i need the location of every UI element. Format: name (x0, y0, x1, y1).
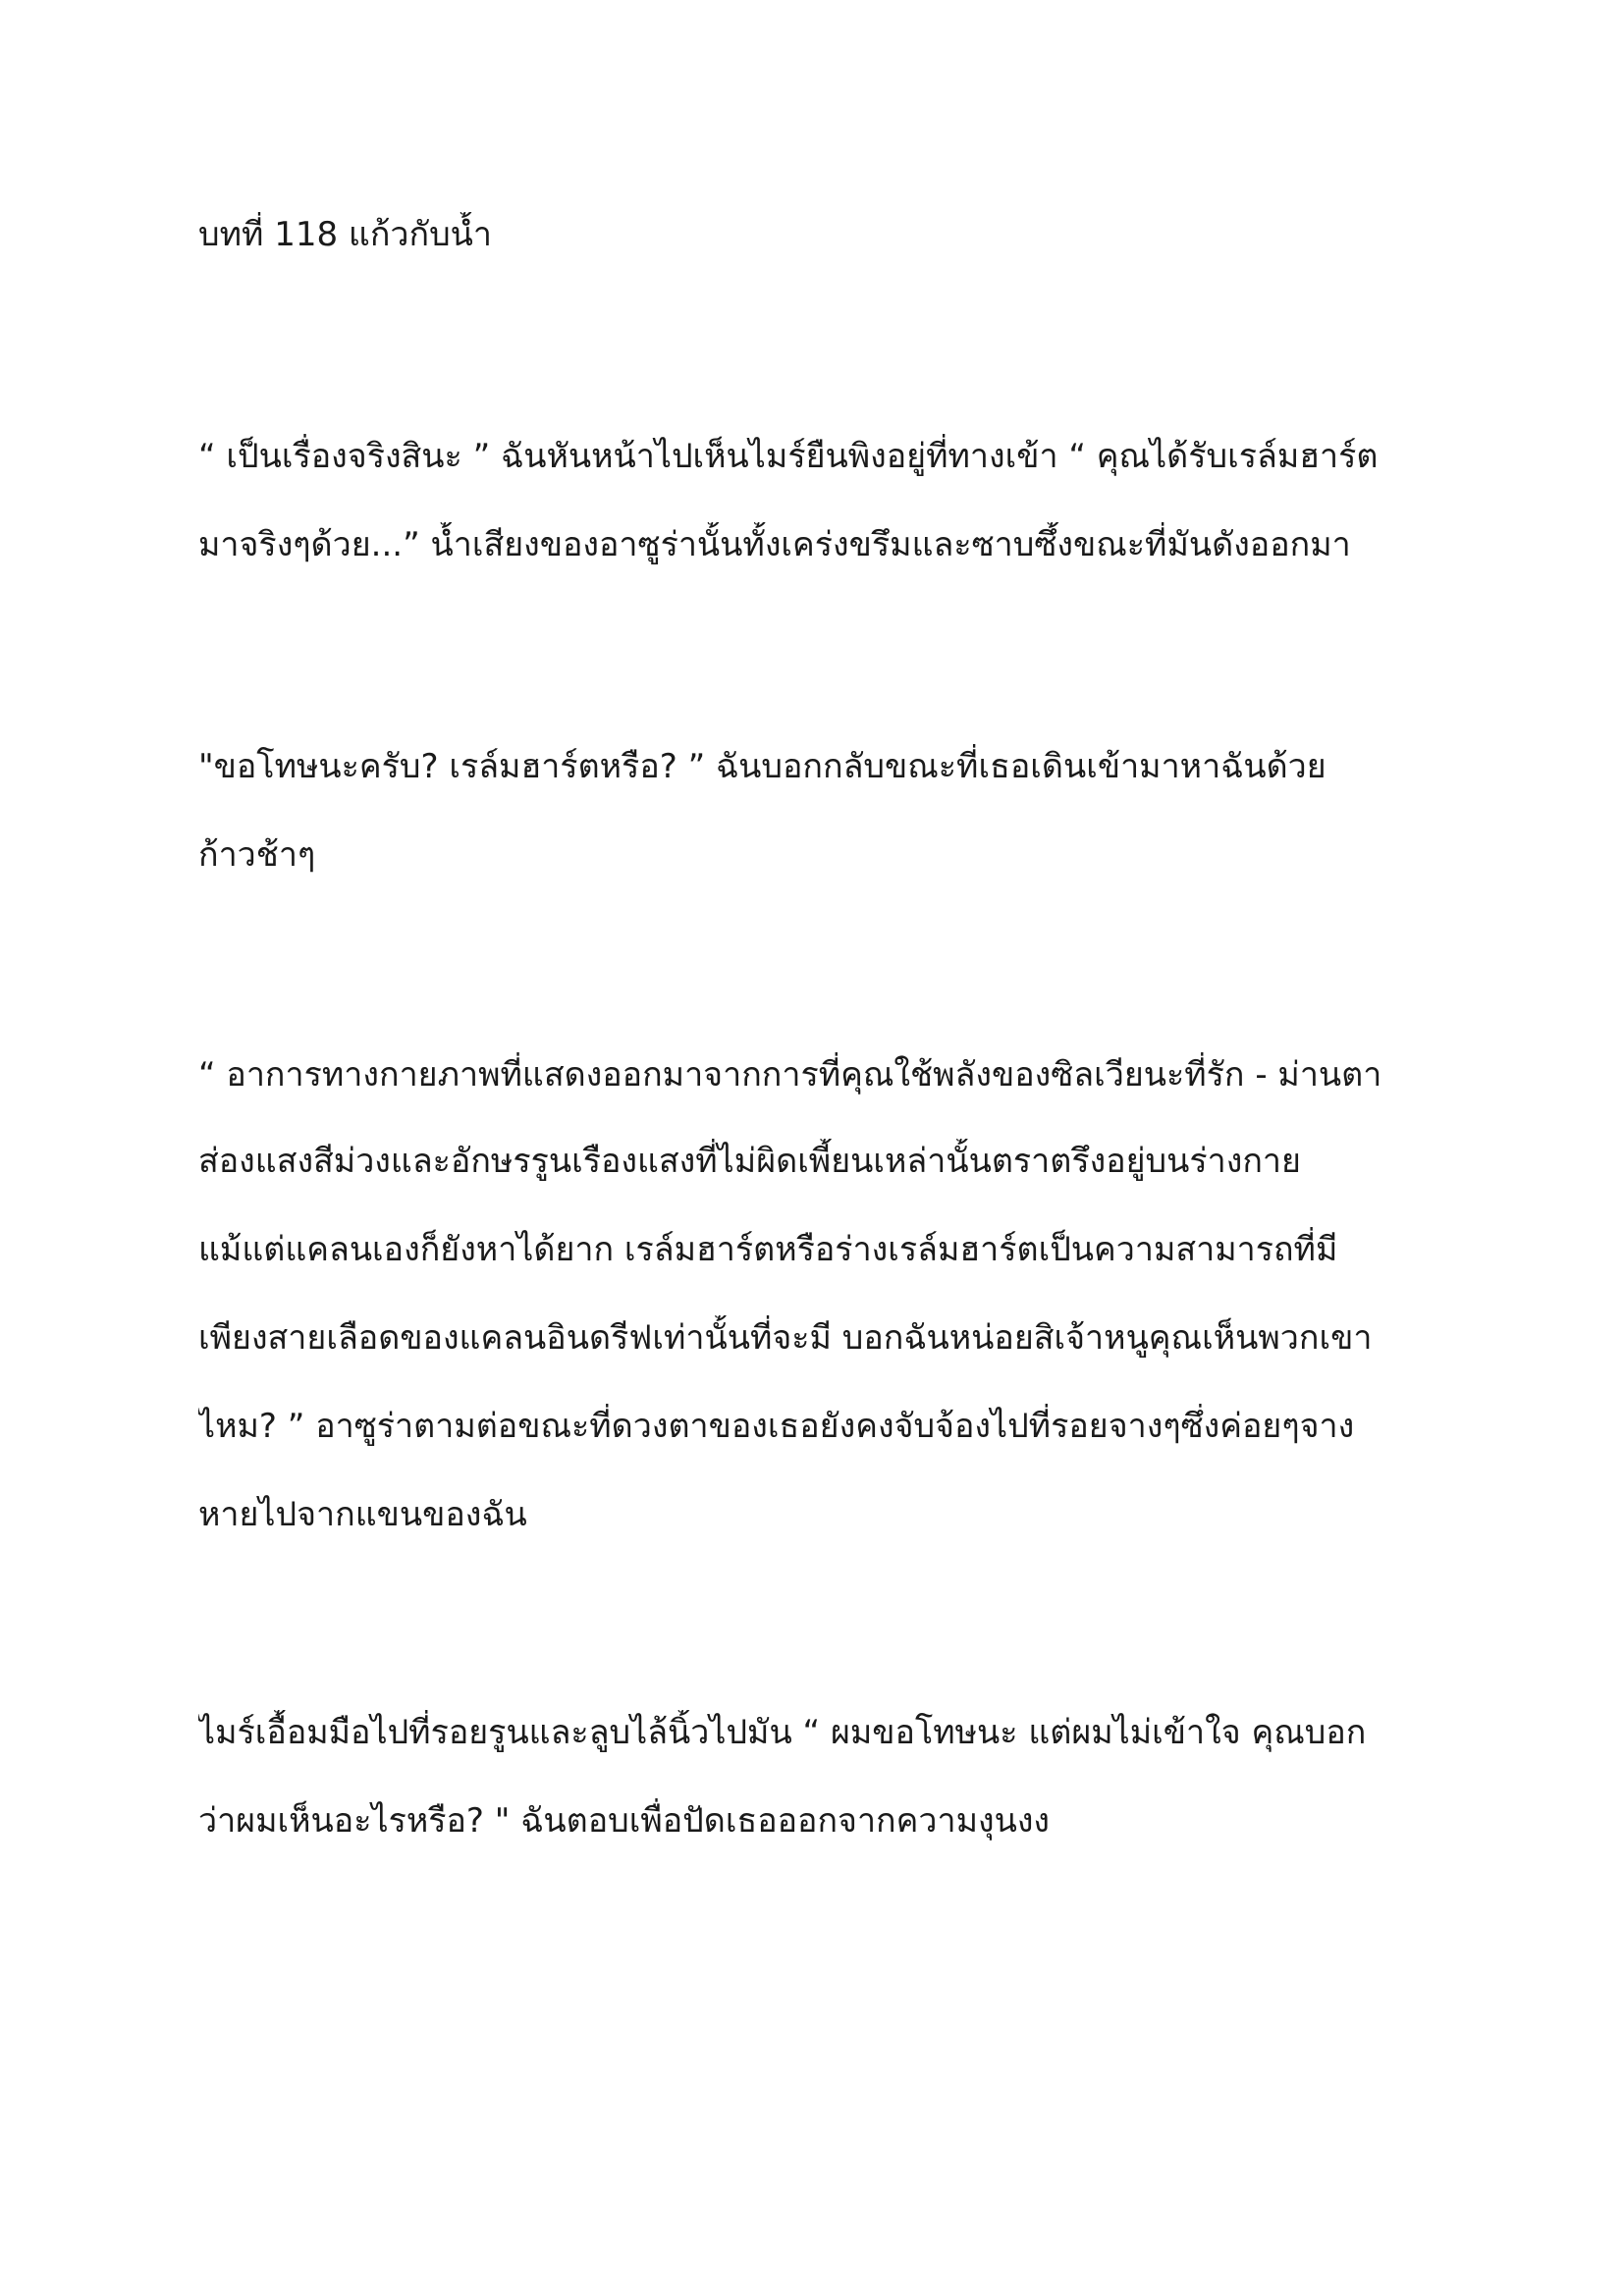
chapter-title: บทที่ 118 แก้วกับน้ำ (198, 215, 493, 254)
paragraph-1-line-1: “ เป็นเรื่องจริงสินะ ” ฉันหันหน้าไปเห็นไมร์ยืนพิงอยู่ที่ทางเข้า “ คุณได้รับเรล์มฮาร์ต (198, 437, 1379, 476)
paragraph-3-line-5: ไหม? ” อาซูร่าตามต่อขณะที่ดวงตาของเธอยังคงจับจ้องไปที่รอยจางๆซึ่งค่อยๆจาง (198, 1407, 1355, 1446)
paragraph-3-line-1: “ อาการทางกายภาพที่แสดงออกมาจากการที่คุณใช้พลังของซิลเวียนะที่รัก - ม่านตา (198, 1055, 1382, 1095)
paragraph-2-line-2: ก้าวช้าๆ (198, 835, 316, 875)
paragraph-1-line-2: มาจริงๆด้วย...” น้ำเสียงของอาซูร่านั้นทั้งเคร่งขรึมและซาบซึ้งขณะที่มันดังออกมา (198, 525, 1351, 564)
paragraph-3-line-2: ส่องแสงสีม่วงและอักษรรูนเรืองแสงที่ไม่ผิดเพี้ยนเหล่านั้นตราตรึงอยู่บนร่างกาย (198, 1142, 1301, 1181)
paragraph-4-line-1: ไมร์เอื้อมมือไปที่รอยรูนและลูบไล้นิ้วไปมัน “ ผมขอโทษนะ แต่ผมไม่เข้าใจ คุณบอก (198, 1713, 1367, 1752)
paragraph-2-line-1: "ขอโทษนะครับ? เรล์มฮาร์ตหรือ? ” ฉันบอกกลับขณะที่เธอเดินเข้ามาหาฉันด้วย (198, 747, 1326, 786)
paragraph-4-line-2: ว่าผมเห็นอะไรหรือ? " ฉันตอบเพื่อปัดเธอออกจากความงุนงง (198, 1801, 1051, 1841)
paragraph-3-line-3: แม้แต่แคลนเองก็ยังหาได้ยาก เรล์มฮาร์ตหรือร่างเรล์มฮาร์ตเป็นความสามารถที่มี (198, 1230, 1338, 1269)
paragraph-3-line-4: เพียงสายเลือดของแคลนอินดรีฟเท่านั้นที่จะมี บอกฉันหน่อยสิเจ้าหนูคุณเห็นพวกเขา (198, 1318, 1373, 1358)
paragraph-3-line-6: หายไปจากแขนของฉัน (198, 1495, 527, 1534)
